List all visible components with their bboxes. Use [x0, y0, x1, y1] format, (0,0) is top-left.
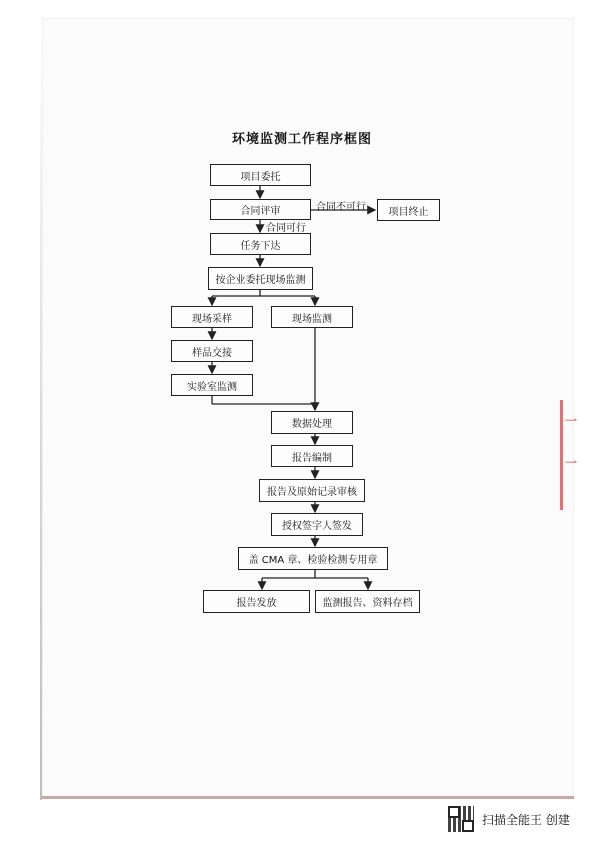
node-lab-monitoring: 实验室监测	[171, 374, 253, 396]
node-project-entrust: 项目委托	[210, 164, 311, 186]
scanner-app-text: 扫描全能王 创建	[482, 812, 570, 827]
node-field-monitoring: 现场监测	[271, 306, 353, 328]
label-contract-feasible: 合同可行	[266, 223, 306, 234]
document-title: 环境监测工作程序框图	[231, 132, 372, 147]
scanner-watermark	[448, 804, 570, 834]
node-contract-review: 合同评审	[210, 199, 311, 220]
qr-code-icon	[448, 806, 474, 832]
node-project-terminate: 项目终止	[377, 199, 440, 221]
node-field-sampling: 现场采样	[171, 306, 253, 328]
node-report-audit: 报告及原始记录审核	[259, 479, 365, 502]
node-sample-handover: 样品交接	[171, 340, 253, 362]
red-stamp-edge: 一 一	[560, 400, 577, 510]
node-report-archive: 监测报告、资料存档	[315, 590, 420, 613]
node-report-compile: 报告编制	[271, 445, 353, 467]
node-authorized-signoff: 授权签字人签发	[271, 513, 363, 536]
node-data-processing: 数据处理	[271, 411, 353, 434]
node-onsite-by-request: 按企业委托现场监测	[208, 267, 313, 290]
node-task-dispatch: 任务下达	[210, 233, 311, 255]
label-contract-not-feasible: 合同不可行	[316, 202, 366, 213]
node-report-issue: 报告发放	[203, 590, 310, 613]
node-seal-stamp: 盖 CMA 章、检验检测专用章	[238, 547, 388, 570]
